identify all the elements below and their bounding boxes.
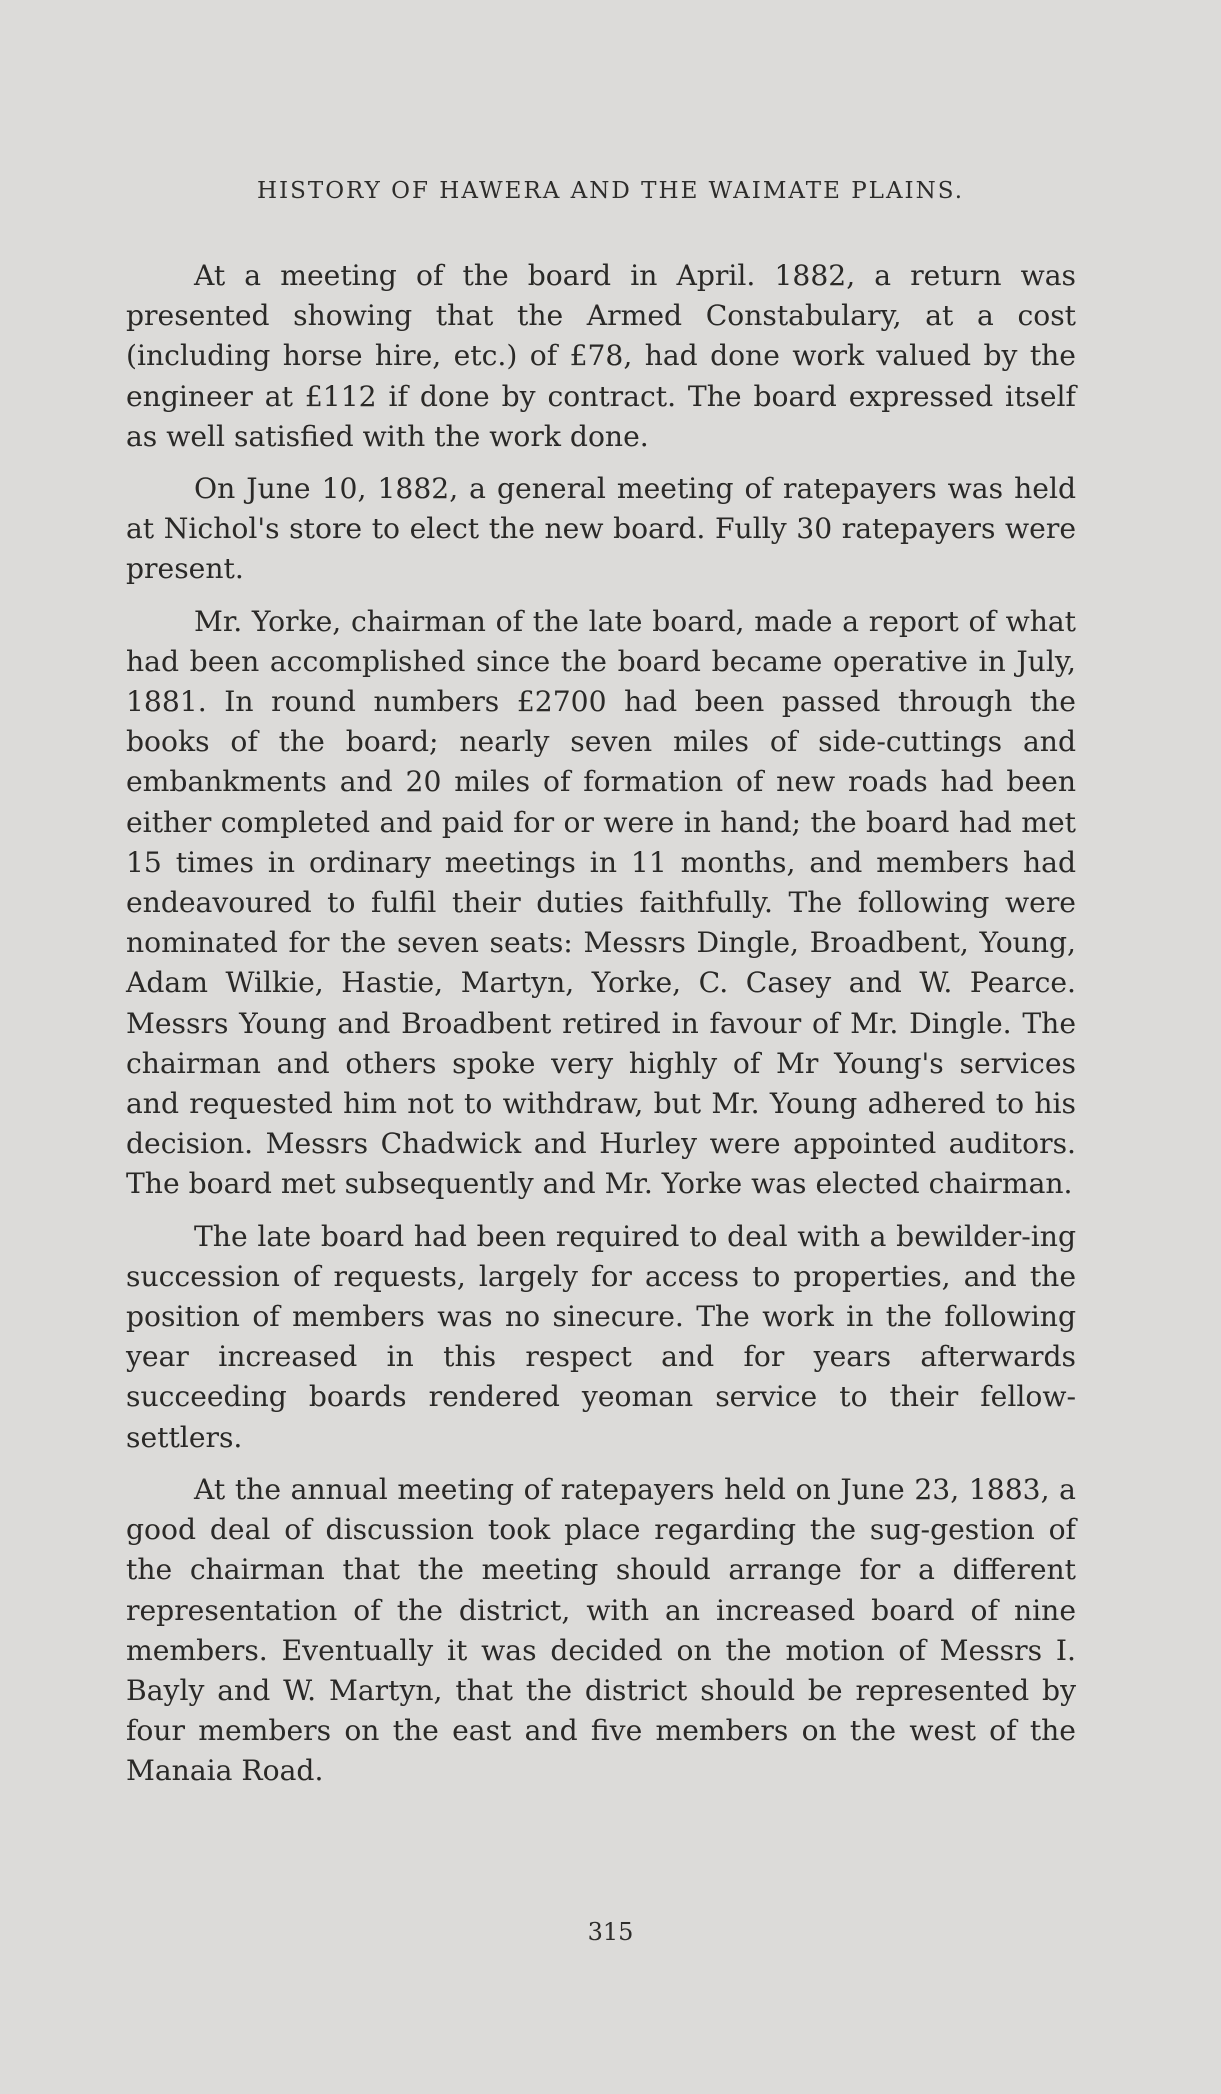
page-number: 315 (587, 1918, 634, 1946)
paragraph-4: The late board had been required to deal with a bewilder-ing succession of requests, largely for access to properties, and the position of members was no sinecure. The work in the following year increased in this respect and for years afterwards succeeding boards rendered yeoman service to their fellow-settlers. (126, 1219, 1076, 1454)
paragraph-1: At a meeting of the board in April. 1882, a return was presented showing that the Armed Constabulary, at a cost (including horse hire, etc.) of £78, had done work valued by the engineer at £112 if done by contract. The board expressed itself as well satisfied with the work done. (126, 259, 1076, 453)
running-head: HISTORY OF HAWERA AND THE WAIMATE PLAINS. (256, 178, 965, 204)
paragraph-2: On June 10, 1882, a general meeting of ratepayers was held at Nichol's store to elect the new board. Fully 30 ratepayers were present. (126, 472, 1076, 586)
paragraph-3: Mr. Yorke, chairman of the late board, made a report of what had been accomplished since the board became operative in July, 1881. In round numbers £2700 had been passed through the books of the board; nearly seven miles of side-cuttings and embankments and 20 miles of formation of new roads had been either completed and paid for or were in hand; the board had met 15 times in ordinary meetings in 11 months, and members had endeavoured to fulfil their duties faithfully. The following were nominated for the seven seats: Messrs Dingle, Broadbent, Young, Adam Wilkie, Hastie, Martyn, Yorke, C. Casey and W. Pearce. Messrs Young and Broadbent retired in favour of Mr. Dingle. The chairman and others spoke very highly of Mr Young's services and requested him not to withdraw, but Mr. Young adhered to his decision. Messrs Chadwick and Hurley were appointed auditors. The board met subsequently and Mr. Yorke was elected chairman. (126, 604, 1076, 1201)
paragraph-5: At the annual meeting of ratepayers held on June 23, 1883, a good deal of discussion took place regarding the sug-gestion of the chairman that the meeting should arrange for a different representation of the district, with an increased board of nine members. Eventually it was decided on the motion of Messrs I. Bayly and W. Martyn, that the district should be represented by four members on the east and five members on the west of the Manaia Road. (126, 1472, 1076, 1788)
body-text (126, 256, 1076, 1804)
